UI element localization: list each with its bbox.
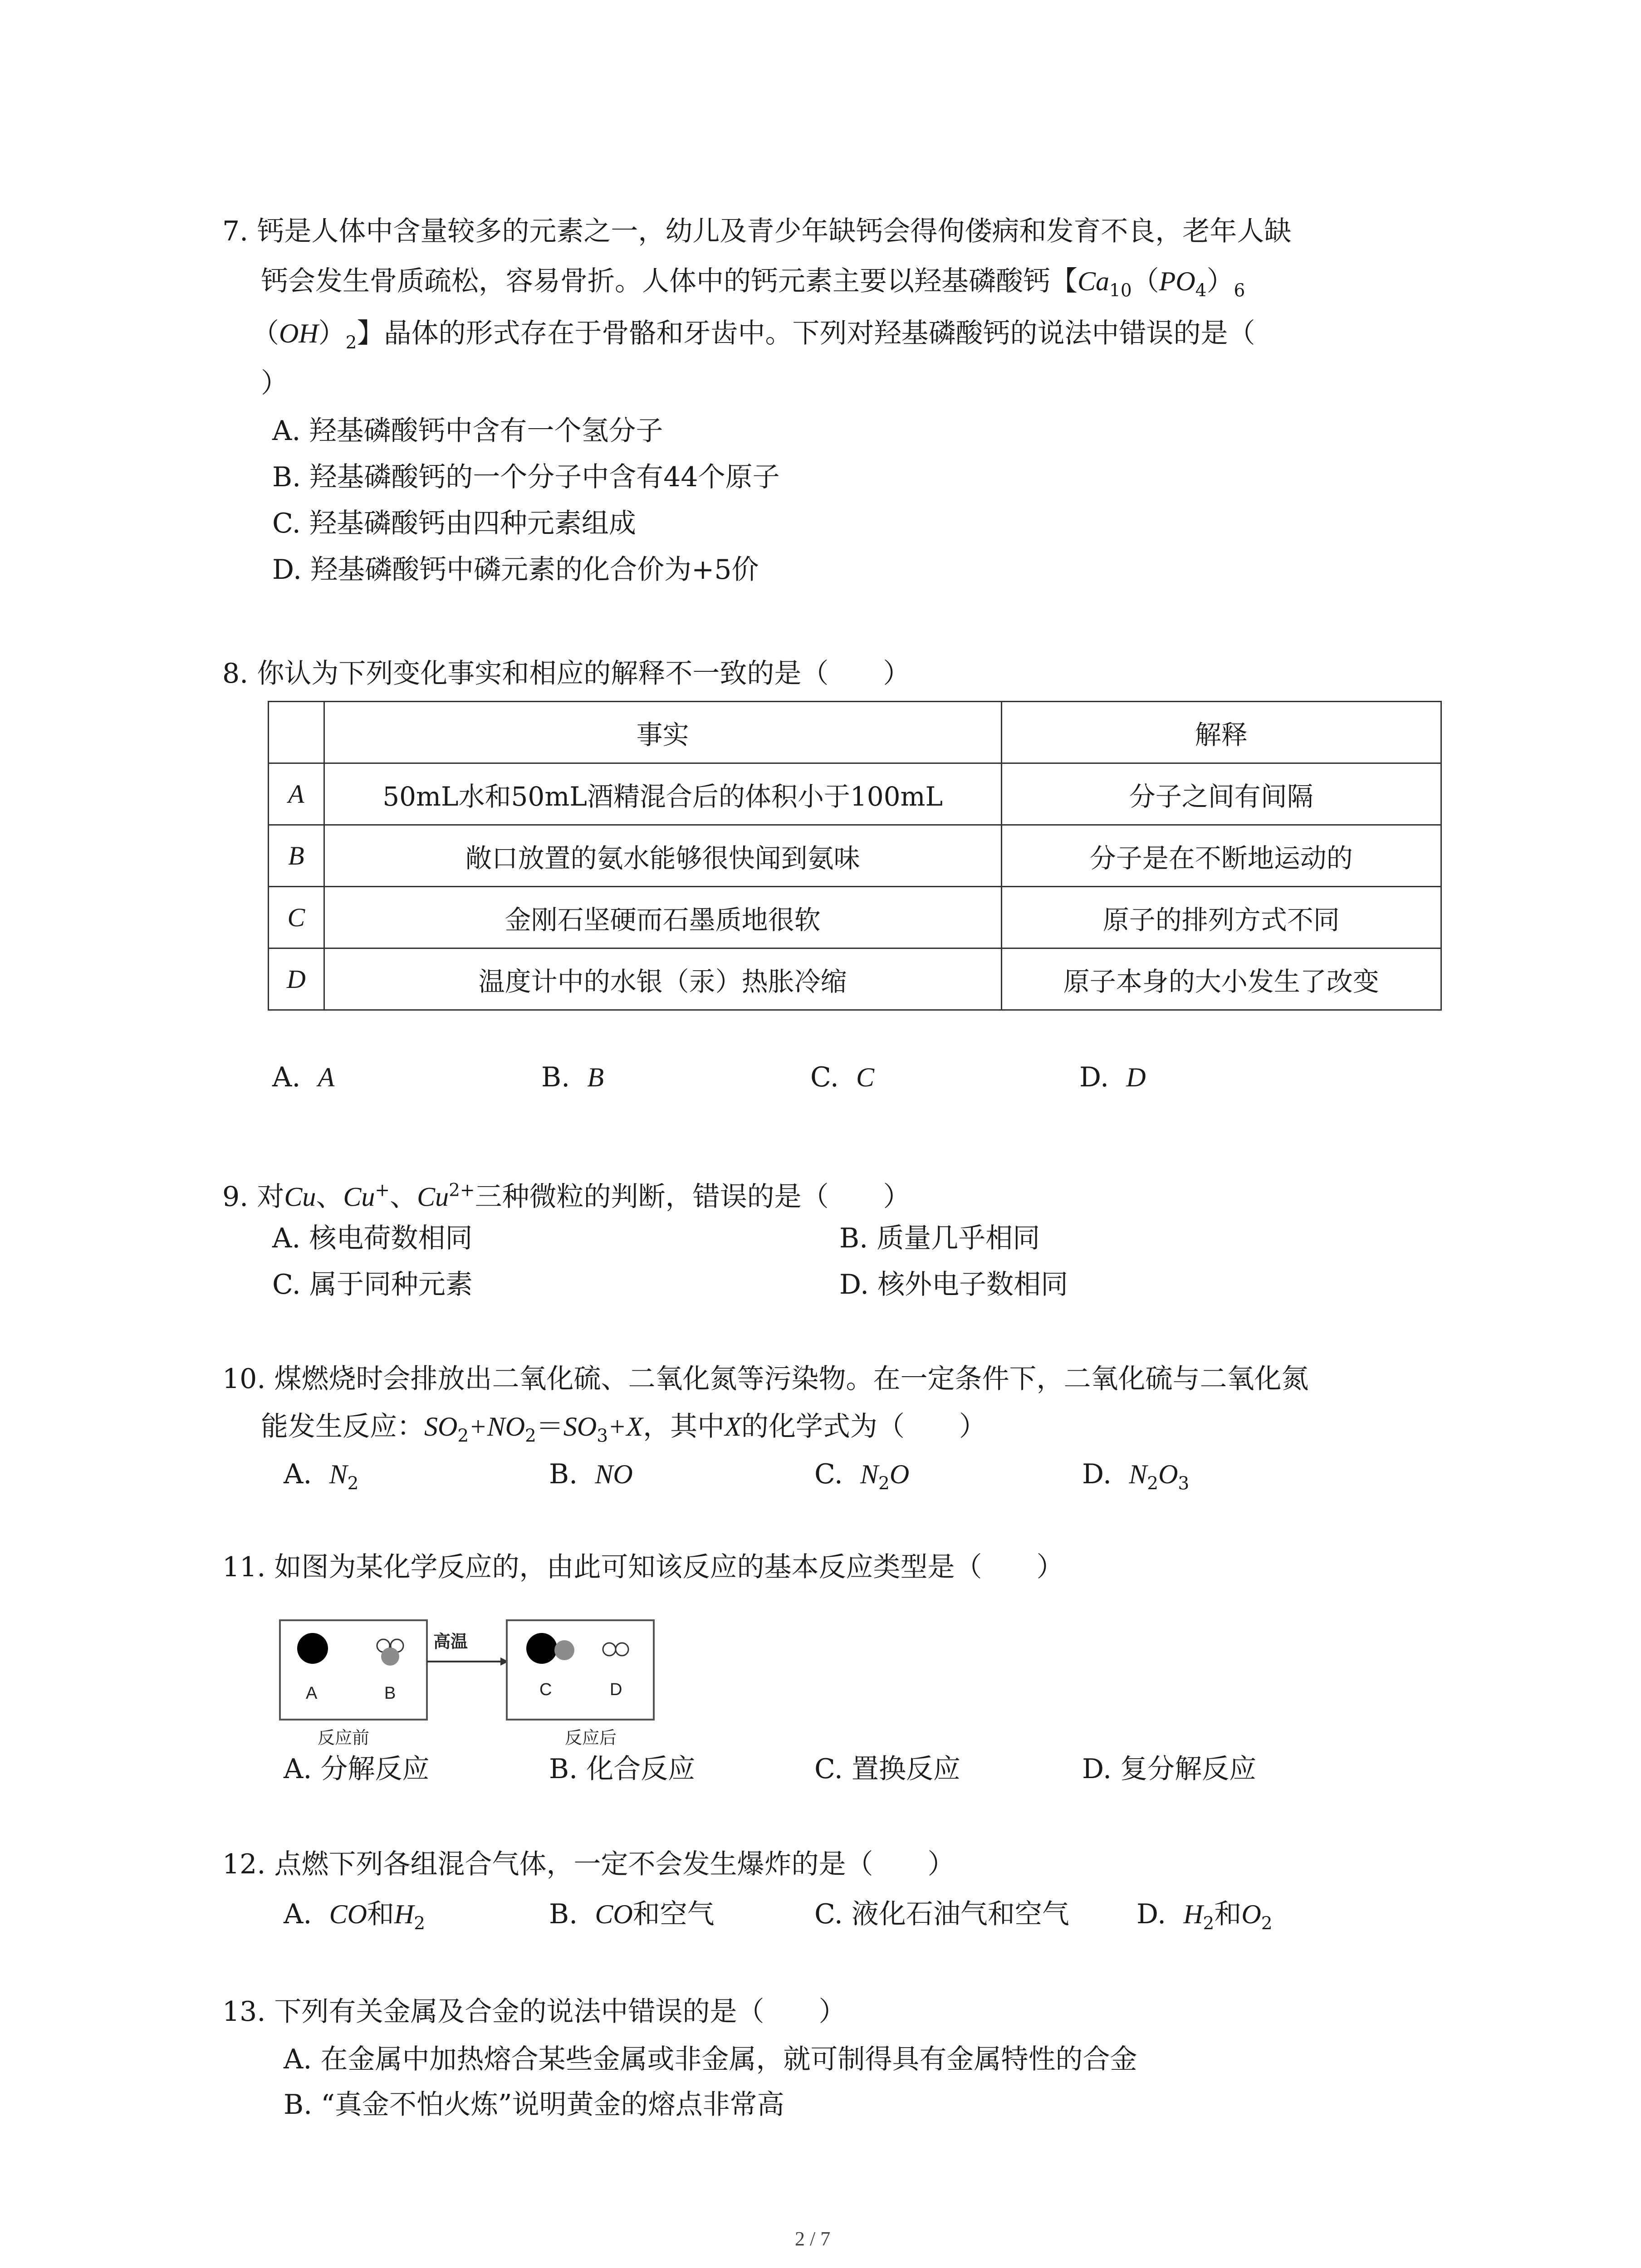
q13-stem: 13. 下列有关金属及合金的说法中错误的是（ ） (222, 1996, 846, 2028)
option-label: A. (272, 1061, 301, 1093)
formula-cu: Cu (343, 1182, 375, 1212)
formula-sub-6: 6 (1234, 280, 1245, 301)
formula-2plus: 2+ (449, 1180, 475, 1201)
label-a: A (306, 1684, 318, 1703)
formula-h: H (394, 1899, 414, 1929)
sep: 、 (316, 1181, 343, 1213)
option-value: D (1126, 1062, 1146, 1092)
q12-option-b (549, 1896, 715, 1932)
table-row (269, 887, 1441, 948)
q12-option-a (284, 1896, 425, 1942)
formula-x: X (626, 1412, 643, 1442)
table-header-cell (269, 702, 324, 763)
q13-option-a: A. 在金属中加热熔合某些金属或非金属，就可制得具有金属特性的合金 (284, 2043, 1137, 2075)
q8-option-b (541, 1059, 604, 1095)
q8-option-d (1079, 1059, 1146, 1095)
table-cell-fact: 温度计中的水银（汞）热胀冷缩 (324, 948, 1001, 1010)
formula-n: N (1129, 1459, 1147, 1489)
option-value: B (587, 1062, 604, 1092)
q9-option-a: A. 核电荷数相同 (272, 1222, 473, 1254)
q7-option-d: D. 羟基磷酸钙中磷元素的化合价为+5价 (272, 554, 759, 586)
formula-co: CO (329, 1899, 367, 1929)
label-b: B (384, 1684, 396, 1703)
before-molecules (281, 1621, 426, 1719)
word-and: 和 (1214, 1898, 1242, 1930)
q11-option-b: B. 化合反应 (549, 1753, 696, 1785)
q11-option-c: C. 置换反应 (814, 1753, 960, 1785)
formula-so: SO (563, 1412, 597, 1442)
formula-paren-open-oh: （ (252, 318, 279, 349)
formula-plus: + (608, 1412, 627, 1442)
option-label: B. (541, 1061, 570, 1093)
q9-stem (222, 1173, 911, 1215)
q7-line-1: 7. 钙是人体中含量较多的元素之一，幼儿及青少年缺钙会得佝偻病和发育不良，老年人缺 (222, 215, 1292, 247)
page-number: 2 / 7 (795, 2228, 831, 2250)
atom-a (297, 1633, 328, 1664)
formula-paren-close-oh: ） (318, 318, 346, 349)
q9-stem-b: 三种微粒的判断，错误的是（ ） (475, 1181, 911, 1213)
table-row (269, 948, 1441, 1010)
q7-option-a: A. 羟基磷酸钙中含有一个氢分子 (272, 415, 663, 447)
q10-line-2 (261, 1408, 986, 1455)
formula-sub: 2 (347, 1473, 359, 1494)
reaction-diagram (279, 1619, 651, 1755)
table-cell-explain: 原子的排列方式不同 (1001, 887, 1441, 948)
q8-stem: 8. 你认为下列变化事实和相应的解释不一致的是（ ） (222, 658, 911, 689)
q7-option-b: B. 羟基磷酸钙的一个分子中含有44个原子 (272, 461, 780, 493)
formula-paren-open: （ (1132, 265, 1159, 297)
formula-paren-close: ） (1206, 265, 1234, 297)
q7-option-c: C. 羟基磷酸钙由四种元素组成 (272, 508, 636, 539)
table-row (269, 763, 1441, 825)
formula-n: N (860, 1459, 879, 1489)
table-header-row (269, 702, 1441, 763)
table-cell-explain: 分子之间有间隔 (1001, 763, 1441, 825)
before-caption: 反应前 (318, 1729, 370, 1748)
sep: 、 (390, 1181, 417, 1213)
q7-line-2 (261, 263, 1245, 309)
formula-po: PO (1159, 266, 1195, 296)
q12-option-c: C. 液化石油气和空气 (814, 1898, 1069, 1930)
formula-sub: 2 (1147, 1473, 1159, 1494)
option-label: B. (549, 1458, 578, 1490)
table-cell-key: B (269, 825, 324, 887)
table-cell-explain: 分子是在不断地运动的 (1001, 825, 1441, 887)
atom-d-right (616, 1643, 628, 1656)
after-box (506, 1619, 655, 1721)
table-header-cell: 事实 (324, 702, 1001, 763)
formula-n: N (329, 1459, 348, 1489)
option-label: A. (284, 1458, 312, 1490)
q10-option-b (549, 1456, 633, 1492)
q11-option-a: A. 分解反应 (284, 1753, 430, 1785)
option-label: D. (1136, 1898, 1166, 1930)
q9-option-b: B. 质量几乎相同 (839, 1222, 1040, 1254)
formula-sub: 2 (414, 1913, 426, 1934)
formula-ca: Ca (1078, 266, 1110, 296)
table-cell-fact: 金刚石坚硬而石墨质地很软 (324, 887, 1001, 948)
formula-sub: 2 (1203, 1913, 1215, 1934)
q7-line-2-text: 钙会发生骨质疏松，容易骨折。人体中的钙元素主要以羟基磷酸钙【 (261, 265, 1078, 297)
table-row (269, 825, 1441, 887)
q12-option-d (1136, 1896, 1273, 1942)
q10-line-2-b: ，其中 (643, 1411, 725, 1442)
q11-option-d: D. 复分解反应 (1082, 1753, 1257, 1785)
formula-plus: + (469, 1412, 487, 1442)
formula-sub: 2 (457, 1426, 469, 1447)
formula-eq: ＝ (536, 1411, 563, 1442)
q10-line-2-a: 能发生反应： (261, 1411, 424, 1442)
q9-option-d: D. 核外电子数相同 (839, 1269, 1068, 1300)
q10-line-1: 10. 煤燃烧时会排放出二氧化硫、二氧化氮等污染物。在一定条件下，二氧化硫与二氧化氮 (222, 1363, 1309, 1395)
q10-option-d (1082, 1456, 1189, 1502)
formula-o: O (1158, 1459, 1178, 1489)
formula-sub: 2 (878, 1473, 890, 1494)
formula-sub: 3 (1178, 1473, 1190, 1494)
atom-b-center (381, 1647, 399, 1666)
table-cell-explain: 原子本身的大小发生了改变 (1001, 948, 1441, 1010)
table-header-cell: 解释 (1001, 702, 1441, 763)
q8-table (268, 701, 1442, 1011)
formula-plus: + (375, 1180, 390, 1201)
label-c: C (539, 1680, 552, 1699)
formula-so: SO (424, 1412, 458, 1442)
formula-sub: 2 (525, 1426, 536, 1447)
formula-sub: 3 (597, 1426, 608, 1447)
formula-oh: OH (279, 318, 318, 348)
option-label: B. (549, 1898, 578, 1930)
option-label: C. (814, 1458, 843, 1490)
table-cell-key: A (269, 763, 324, 825)
formula-h: H (1183, 1899, 1203, 1929)
q9-stem-a: 9. 对 (222, 1181, 284, 1213)
q10-line-2-c: 的化学式为（ ） (741, 1411, 986, 1442)
word-and: 和 (367, 1898, 394, 1930)
q9-option-c: C. 属于同种元素 (272, 1269, 473, 1300)
formula-o: O (1241, 1899, 1261, 1929)
option-label: D. (1079, 1061, 1109, 1093)
q10-option-c (814, 1456, 909, 1502)
table-cell-fact: 50mL水和50mL酒精混合后的体积小于100mL (324, 763, 1001, 825)
option-label: D. (1082, 1458, 1112, 1490)
q11-stem: 11. 如图为某化学反应的，由此可知该反应的基本反应类型是（ ） (222, 1551, 1064, 1583)
q10-option-a (284, 1456, 358, 1502)
formula-co: CO (595, 1899, 633, 1929)
arrow-label: 高温 (433, 1633, 468, 1652)
q12-stem: 12. 点燃下列各组混合气体，一定不会发生爆炸的是（ ） (222, 1848, 955, 1880)
q7-line-4: ） (261, 367, 288, 399)
formula-o: O (889, 1459, 910, 1489)
table-cell-key: D (269, 948, 324, 1010)
option-value: A (318, 1062, 335, 1092)
atom-c-dark (526, 1633, 557, 1664)
formula-sub-2: 2 (345, 332, 357, 353)
option-value: C (856, 1062, 875, 1092)
after-molecules (508, 1621, 653, 1719)
q13-option-b: B. “真金不怕火炼”说明黄金的熔点非常高 (284, 2089, 784, 2121)
formula-cu: Cu (284, 1182, 316, 1212)
before-box (279, 1619, 428, 1721)
q8-option-a (272, 1059, 334, 1095)
table-cell-fact: 敞口放置的氨水能够很快闻到氨味 (324, 825, 1001, 887)
formula-sub-10: 10 (1109, 280, 1132, 301)
formula-no: NO (595, 1459, 633, 1489)
table-cell-key: C (269, 887, 324, 948)
q7-line-3-text: 】晶体的形式存在于骨骼和牙齿中。下列对羟基磷酸钙的说法中错误的是（ (357, 318, 1255, 349)
reaction-arrow-icon (425, 1655, 510, 1668)
label-d: D (610, 1680, 622, 1699)
q7-line-3 (252, 315, 1255, 362)
q8-option-c (810, 1059, 874, 1095)
option-b-rest: 和空气 (632, 1898, 715, 1930)
formula-sub-4: 4 (1195, 280, 1207, 301)
formula-cu: Cu (417, 1182, 449, 1212)
atom-d-left (603, 1643, 616, 1656)
atom-c-grey (554, 1640, 574, 1660)
formula-no: NO (487, 1412, 525, 1442)
option-label: A. (284, 1898, 312, 1930)
formula-sub: 2 (1261, 1913, 1273, 1934)
formula-x: X (725, 1412, 741, 1442)
option-label: C. (810, 1061, 839, 1093)
after-caption: 反应后 (565, 1729, 617, 1748)
